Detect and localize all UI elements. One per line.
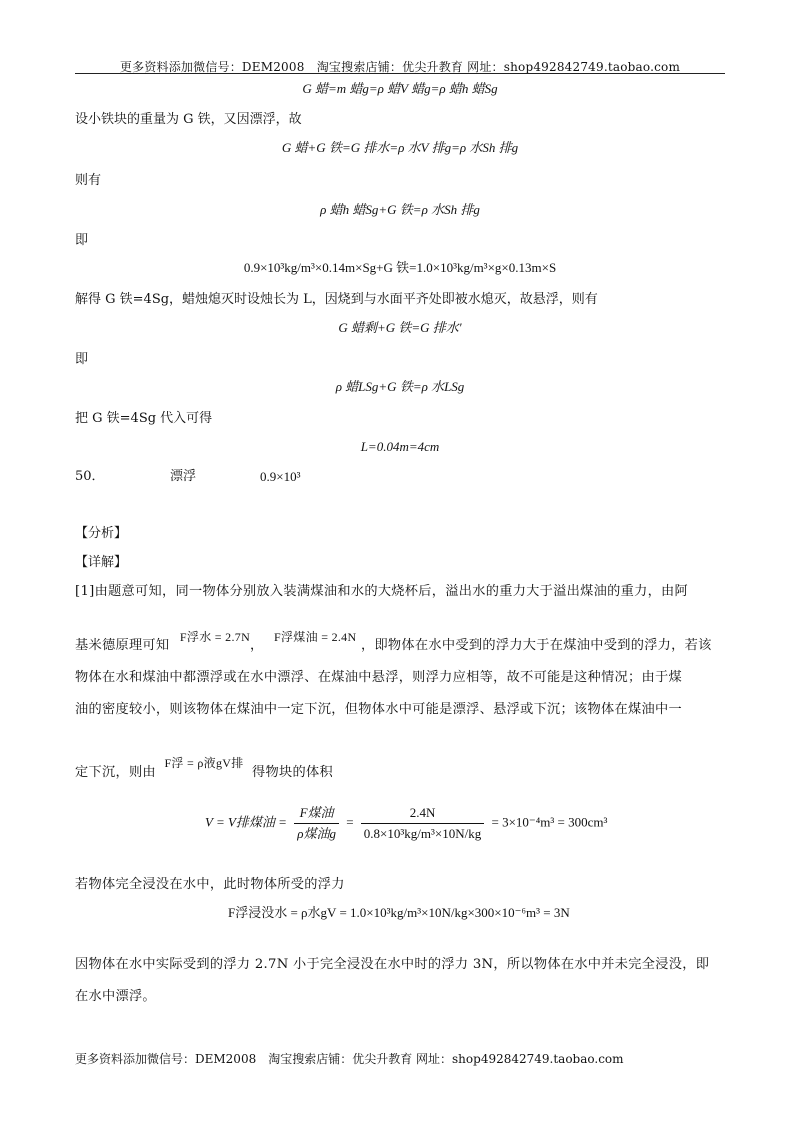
- fraction-2-denominator: 0.8×10³kg/m³×10N/kg: [363, 826, 482, 841]
- detail-line-2-pre: 基米德原理可知: [75, 638, 170, 653]
- detail-line-5-post: 得物块的体积: [252, 765, 333, 780]
- analysis-label: 【分析】: [75, 526, 128, 541]
- text-iron-weight: 设小铁块的重量为 G 铁，又因漂浮，故: [75, 112, 302, 127]
- equation-density-balance: ρ 蜡h 蜡Sg+G 铁=ρ 水Sh 排g: [320, 202, 480, 217]
- answer-2: 0.9×10³: [260, 469, 301, 484]
- text-solve: 解得 G 铁=4Sg，蜡烛熄灭时设烛长为 L，因烧到与水面平齐处即被水熄灭，故悬浮，则有: [75, 292, 598, 307]
- archimedes-formula: F浮 = ρ液gV排: [164, 756, 244, 770]
- fraction-2-numerator: 2.4N: [361, 803, 484, 824]
- text-ie-2: 即: [75, 352, 89, 367]
- detail-line-1: [1]由题意可知，同一物体分别放入装满煤油和水的大烧杯后，溢出水的重力大于溢出煤油的重力，由阿: [75, 584, 689, 599]
- detail-line-6: 若物体完全浸没在水中，此时物体所受的浮力: [75, 877, 345, 892]
- volume-fraction-numeric: [361, 803, 484, 844]
- volume-equation: V = V排煤油 = $\frac{\text{F煤油}}{\text{ρ煤油g}}$ = $\frac{2.4N}{\text{0.8×10³kg/m³×10N/kg}}$ = 3×10⁻⁴m³ = 300cm³: [205, 803, 607, 844]
- volume-rhs: = 3×10⁻⁴m³ = 300cm³: [491, 814, 608, 830]
- text-then: 则有: [75, 173, 102, 188]
- text-substitute: 把 G 铁=4Sg 代入可得: [75, 411, 213, 426]
- buoyancy-water-formula: F浮水 = 2.7N: [179, 630, 251, 644]
- buoyancy-kerosene-formula: F浮煤油 = 2.4N: [274, 630, 357, 644]
- text-ie-1: 即: [75, 233, 89, 248]
- detail-label: 【详解】: [75, 555, 128, 570]
- question-number: 50．: [75, 469, 105, 484]
- equation-numeric: 0.9×10³kg/m³×0.14m×Sg+G 铁=1.0×10³kg/m³×g×0.13m×S: [243, 260, 557, 275]
- detail-line-4: 油的密度较小，则该物体在煤油中一定下沉，但物体水中可能是漂浮、悬浮或下沉；该物体在煤油中一: [75, 702, 682, 717]
- page-footer: 更多资料添加微信号：DEM2008 淘宝搜索店铺：优尖升教育 网址：shop492842749.taobao.com: [75, 1052, 624, 1066]
- fraction-1-numerator: F煤油: [294, 803, 339, 824]
- detail-line-5: [75, 756, 333, 782]
- detail-line-3: 物体在水和煤油中都漂浮或在水中漂浮、在煤油中悬浮，则浮力应相等，故不可能是这种情况；由于煤: [75, 670, 682, 685]
- detail-line-2: 基米德原理可知 F浮水 = 2.7N， F浮煤油 = 2.4N ，即物体在水中受到的浮力大于在煤油中受到的浮力，若该: [75, 630, 712, 653]
- detail-line-7: 因物体在水中实际受到的浮力 2.7N 小于完全浸没在水中时的浮力 3N，所以物体在水中并未完全浸没，即: [75, 957, 710, 972]
- full-immersion-buoyancy-equation: F浮浸没水 = ρ水gV = 1.0×10³kg/m³×10N/kg×300×10⁻⁶m³ = 3N: [228, 905, 570, 920]
- equation-float-balance: G 蜡+G 铁=G 排水=ρ 水V 排g=ρ 水Sh 排g: [281, 140, 519, 155]
- volume-lhs: V = V排煤油 =: [205, 814, 287, 830]
- header-divider: [75, 73, 725, 74]
- volume-fraction-symbolic: [294, 803, 339, 844]
- detail-line-5-pre: 定下沉，则由: [75, 765, 156, 780]
- equation-suspend-density: ρ 蜡LSg+G 铁=ρ 水LSg: [335, 379, 465, 394]
- answer-1: 漂浮: [170, 469, 197, 484]
- detail-line-2-post: ，即物体在水中受到的浮力大于在煤油中受到的浮力，若该: [360, 638, 712, 653]
- page-header: 更多资料添加微信号：DEM2008 淘宝搜索店铺：优尖升教育 网址：shop492842749.taobao.com: [119, 60, 681, 74]
- equation-length-result: L=0.04m=4cm: [360, 439, 440, 454]
- equation-candle-weight: G 蜡=m 蜡g=ρ 蜡V 蜡g=ρ 蜡h 蜡Sg: [302, 81, 498, 96]
- detail-line-8: 在水中漂浮。: [75, 989, 156, 1004]
- equation-suspend: G 蜡剩+G 铁=G 排水′: [338, 320, 462, 335]
- fraction-1-denominator: ρ煤油g: [297, 826, 336, 841]
